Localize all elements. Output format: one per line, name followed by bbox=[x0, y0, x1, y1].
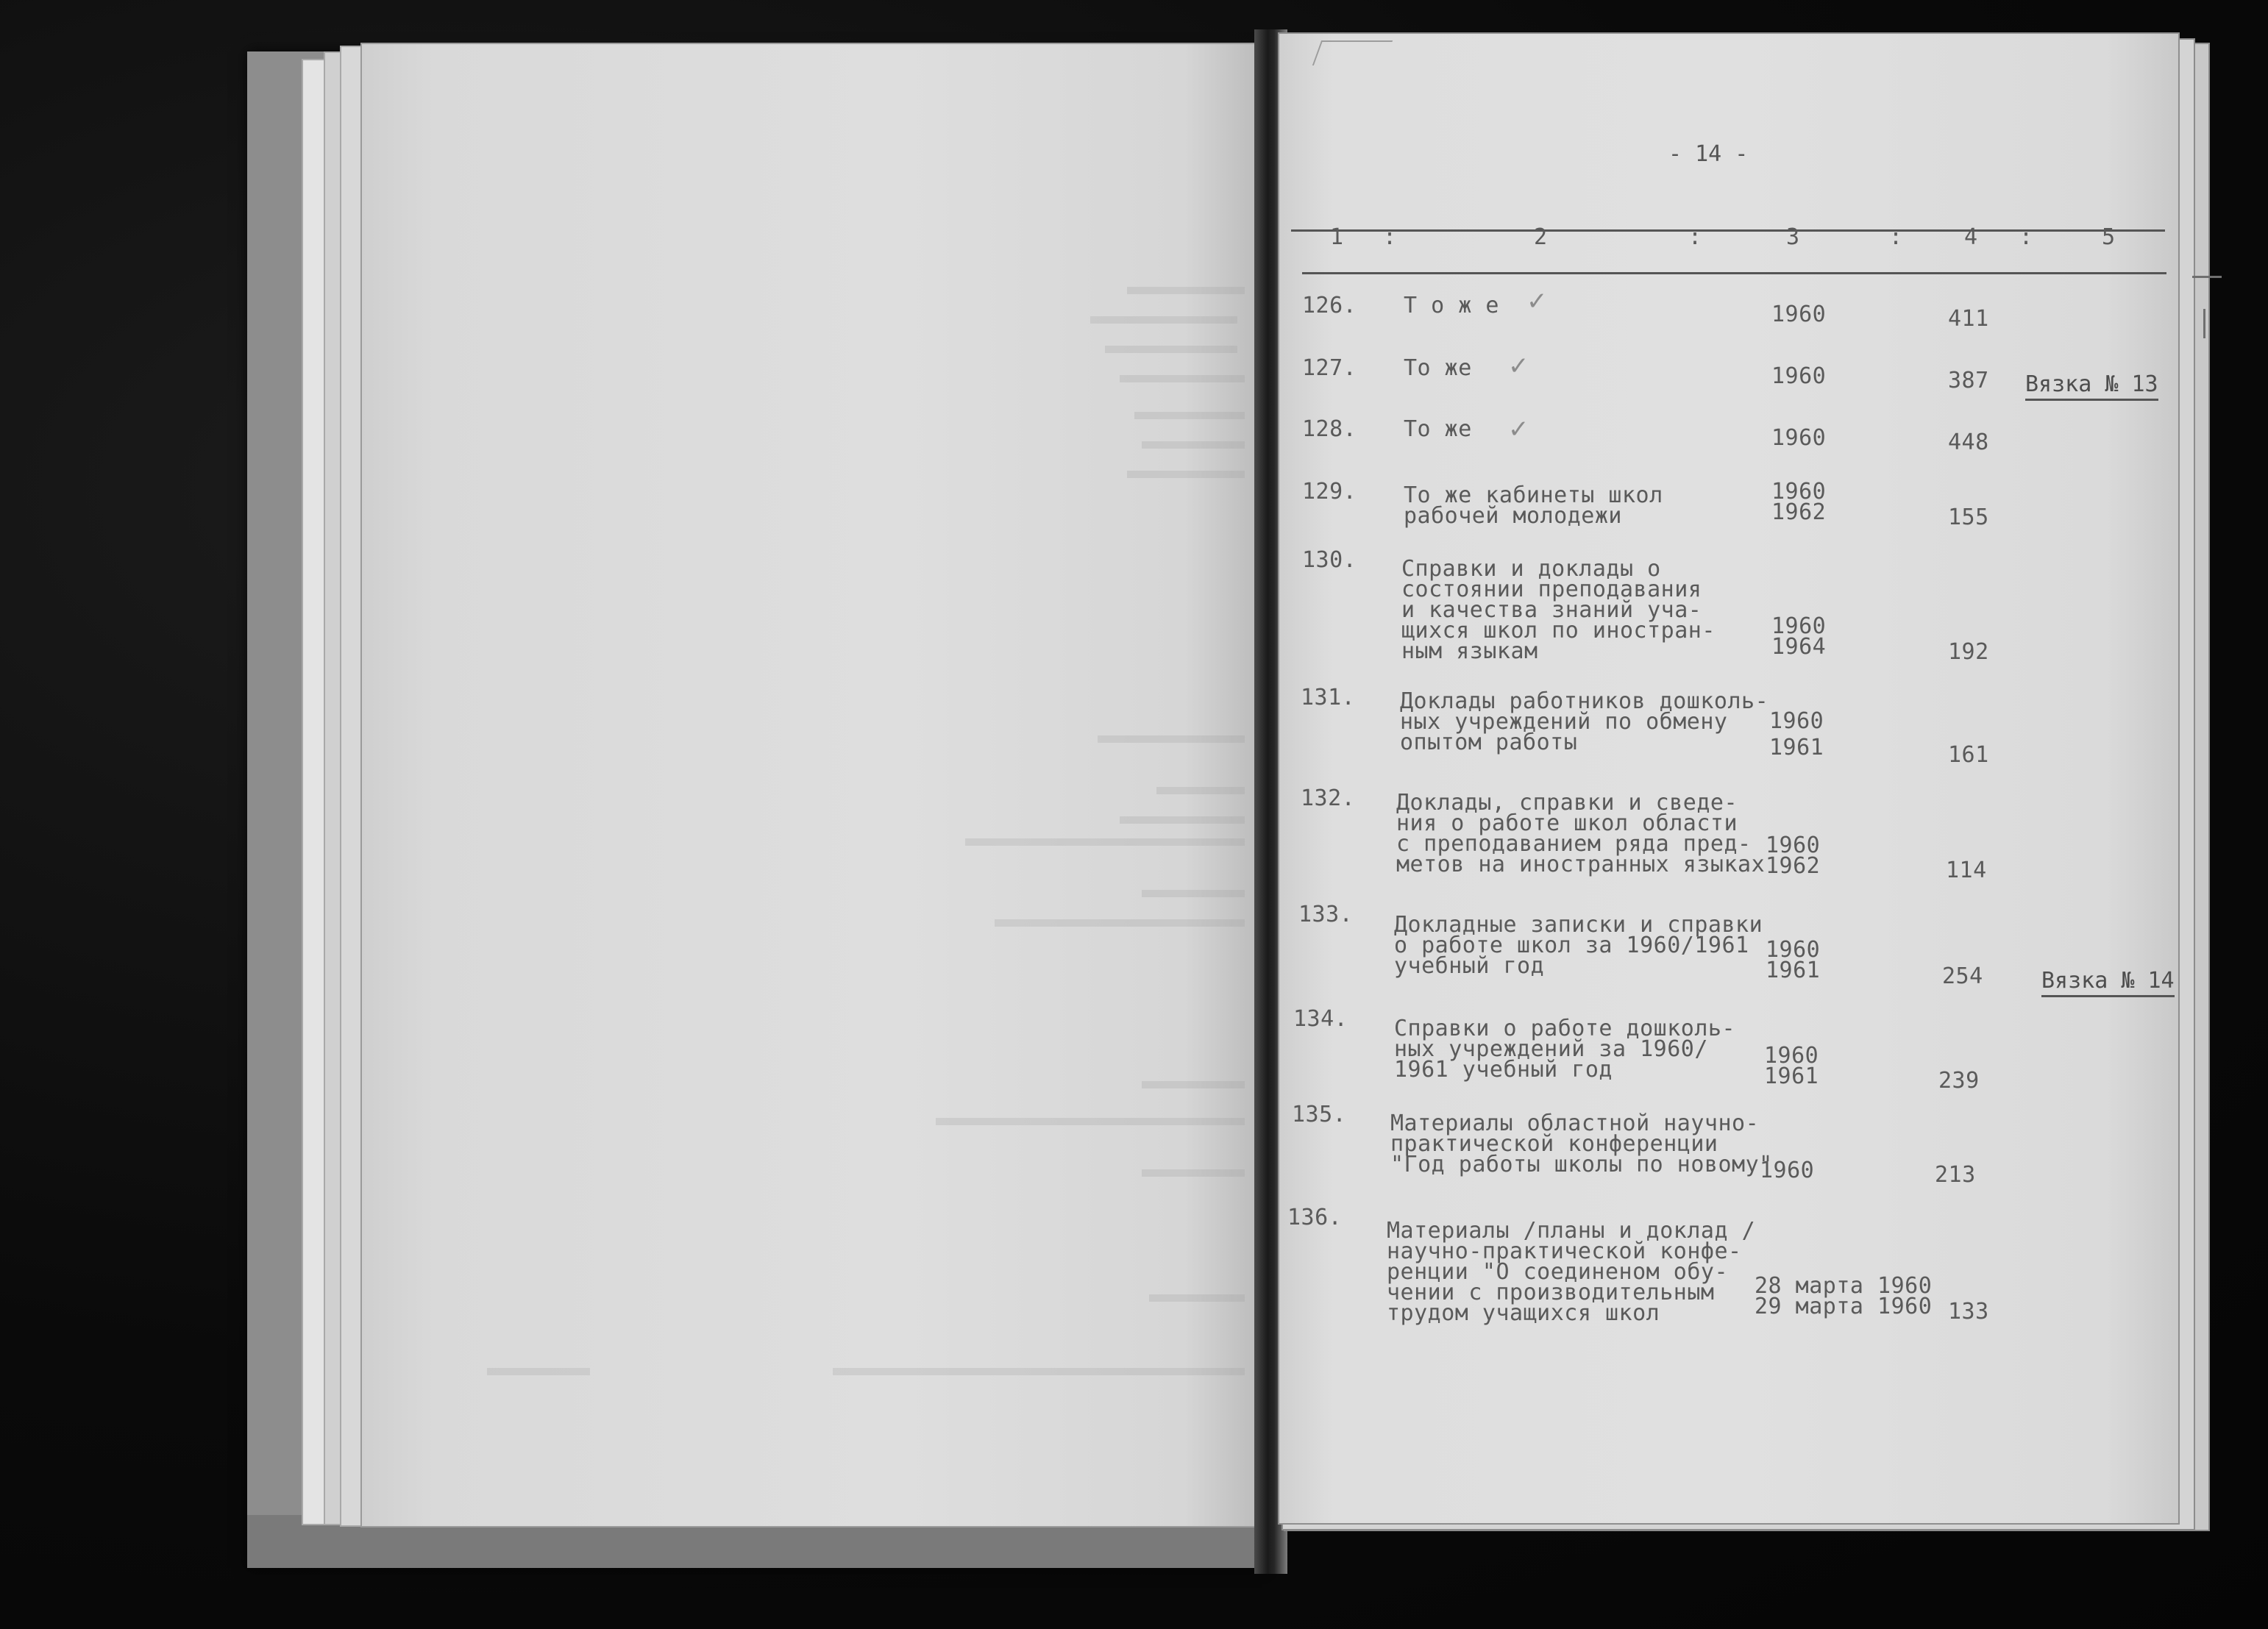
item-years: 1960 bbox=[1771, 302, 1827, 327]
checkmark-icon: ✓ bbox=[1526, 287, 1548, 316]
item-years: 1960 1961 bbox=[1769, 708, 1824, 760]
page-edge-mark bbox=[2192, 276, 2222, 278]
bundle-note: Вязка № 14 bbox=[2041, 968, 2175, 997]
item-title: Материалы /планы и доклад / научно-практической конфе- ренции "О соединеном обу- чении с производительным трудом учащихся школ bbox=[1387, 1218, 1756, 1326]
item-sheet-count: 133 bbox=[1948, 1299, 1989, 1325]
column-header-1: 1 bbox=[1330, 224, 1344, 250]
item-title: Т о ж е bbox=[1404, 293, 1499, 318]
item-title: Доклады работников дошколь- ных учреждений по обмену опытом работы bbox=[1400, 688, 1769, 755]
column-header-2: 2 bbox=[1534, 224, 1548, 250]
item-sheet-count: 254 bbox=[1942, 963, 1983, 989]
item-sheet-count: 192 bbox=[1948, 639, 1989, 665]
item-title: Докладные записки и справки о работе школ за 1960/1961 учебный год bbox=[1394, 912, 1763, 979]
item-years: 1960 1964 bbox=[1771, 613, 1827, 660]
item-number: 132. bbox=[1301, 785, 1356, 811]
item-years: 1960 bbox=[1771, 425, 1827, 451]
column-header-3: 3 bbox=[1786, 224, 1800, 250]
item-number: 133. bbox=[1298, 902, 1354, 927]
left-page bbox=[360, 43, 1257, 1528]
item-number: 130. bbox=[1302, 547, 1357, 573]
item-sheet-count: 239 bbox=[1938, 1068, 1980, 1094]
column-header-4: 4 bbox=[1964, 224, 1978, 250]
item-years: 1960 bbox=[1771, 363, 1827, 389]
item-title: Справки и доклады о состоянии преподавания и качества знаний уча- щихся школ по иностран- ным языкам bbox=[1401, 556, 1716, 664]
item-years: 1960 bbox=[1760, 1158, 1815, 1183]
item-years: 1960 1962 bbox=[1766, 833, 1821, 879]
column-separator: : bbox=[1383, 224, 1397, 250]
column-separator: : bbox=[1688, 224, 1702, 250]
item-title: Материалы областной научно- практической конференции "Год работы школы по новому" bbox=[1390, 1111, 1773, 1177]
item-title: То же кабинеты школ рабочей молодежи bbox=[1404, 482, 1663, 529]
checkmark-icon: ✓ bbox=[1508, 352, 1529, 381]
checkmark-icon: ✓ bbox=[1508, 415, 1529, 444]
item-number: 127. bbox=[1302, 355, 1357, 381]
item-number: 129. bbox=[1302, 479, 1357, 505]
item-years: 28 марта 1960 29 марта 1960 bbox=[1755, 1273, 1933, 1319]
column-separator: : bbox=[2019, 224, 2033, 250]
item-sheet-count: 155 bbox=[1948, 505, 1989, 530]
header-bottom-rule bbox=[1302, 272, 2166, 274]
item-number: 131. bbox=[1301, 685, 1356, 710]
column-header-5: 5 bbox=[2102, 224, 2116, 250]
item-sheet-count: 213 bbox=[1935, 1162, 1976, 1188]
page-number: - 14 - bbox=[1668, 141, 1749, 167]
item-title: То же bbox=[1404, 355, 1472, 381]
item-number: 128. bbox=[1302, 416, 1357, 442]
item-number: 134. bbox=[1293, 1006, 1348, 1032]
item-years: 1960 1962 bbox=[1771, 479, 1827, 525]
item-sheet-count: 411 bbox=[1948, 306, 1989, 332]
item-title: Доклады, справки и сведе- ния о работе школ области с преподаванием ряда пред- метов на иностранных языках bbox=[1396, 790, 1766, 877]
item-number: 135. bbox=[1292, 1102, 1347, 1127]
torn-corner bbox=[1312, 40, 1393, 65]
item-years: 1960 1961 bbox=[1766, 937, 1821, 983]
item-sheet-count: 387 bbox=[1948, 368, 1989, 393]
item-title: То же bbox=[1404, 416, 1472, 442]
item-sheet-count: 448 bbox=[1948, 429, 1989, 455]
item-number: 126. bbox=[1302, 293, 1357, 318]
item-sheet-count: 161 bbox=[1948, 742, 1989, 768]
header-top-rule bbox=[1291, 229, 2165, 232]
item-number: 136. bbox=[1287, 1205, 1343, 1230]
page-edge-mark bbox=[2203, 309, 2205, 338]
item-sheet-count: 114 bbox=[1946, 858, 1987, 883]
item-years: 1960 1961 bbox=[1764, 1043, 1819, 1089]
bundle-note: Вязка № 13 bbox=[2025, 371, 2158, 401]
column-separator: : bbox=[1889, 224, 1903, 250]
item-title: Справки о работе дошколь- ных учреждений за 1960/ 1961 учебный год bbox=[1394, 1016, 1736, 1083]
